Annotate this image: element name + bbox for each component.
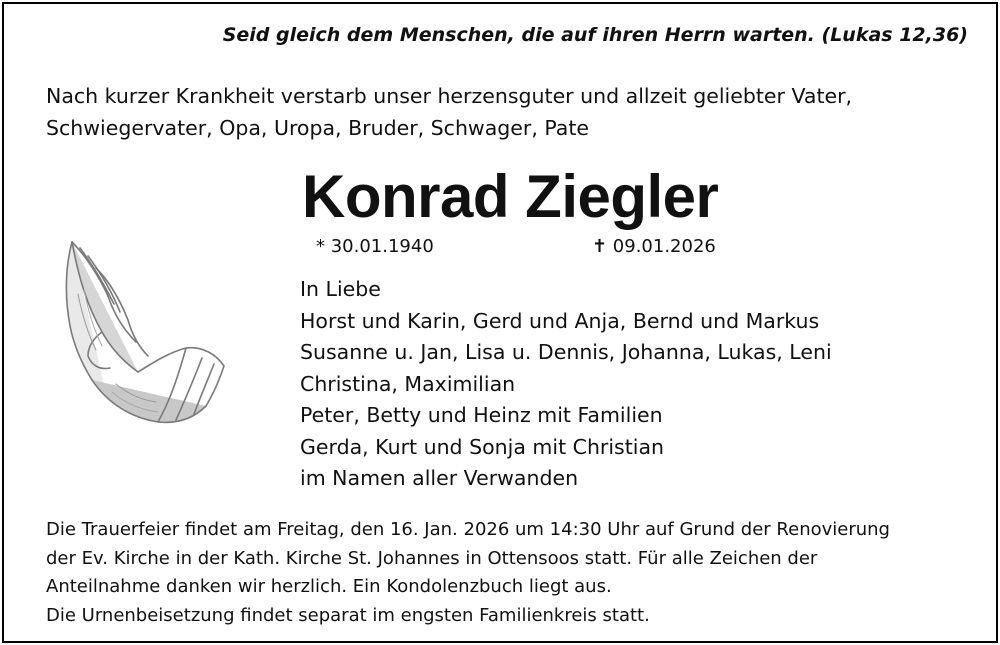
death-date: ✝ 09.01.2026 (592, 236, 716, 257)
notice-line: Die Urnenbeisetzung findet separat im engsten Familienkreis statt. (46, 604, 650, 626)
bible-verse: Seid gleich dem Menschen, die auf ihren Herrn warten. (Lukas 12,36) (222, 24, 968, 46)
intro-text (46, 80, 852, 144)
praying-hands-icon (58, 234, 234, 434)
mourner-line: Horst und Karin, Gerd und Anja, Bernd und Markus (300, 308, 820, 333)
birth-date: * 30.01.1940 (316, 236, 434, 257)
mourner-line: im Namen aller Verwanden (300, 466, 579, 490)
notice-line: der Ev. Kirche in der Kath. Kirche St. Johannes in Ottensoos statt. Für alle Zeichen der (46, 547, 818, 569)
mourner-line: Susanne u. Jan, Lisa u. Dennis, Johanna, Lukas, Leni (300, 340, 832, 364)
mourner-line: Peter, Betty und Heinz mit Familien (300, 403, 663, 427)
intro-line: Schwiegervater, Opa, Uropa, Bruder, Schwager, Pate (46, 116, 589, 140)
mourners-list (300, 274, 832, 495)
intro-line: Nach kurzer Krankheit verstarb unser herzensguter und allzeit geliebter Vater, (46, 84, 853, 108)
deceased-name: Konrad Ziegler (302, 163, 719, 230)
mourner-line: In Liebe (300, 277, 381, 301)
funeral-notice (46, 516, 890, 630)
mourner-line: Christina, Maximilian (300, 371, 516, 396)
notice-line: Anteilnahme danken wir herzlich. Ein Kondolenzbuch liegt aus. (46, 576, 612, 597)
notice-line: Die Trauerfeier findet am Freitag, den 16. Jan. 2026 um 14:30 Uhr auf Grund der Renovierung (46, 519, 890, 540)
mourner-line: Gerda, Kurt und Sonja mit Christian (300, 434, 665, 459)
